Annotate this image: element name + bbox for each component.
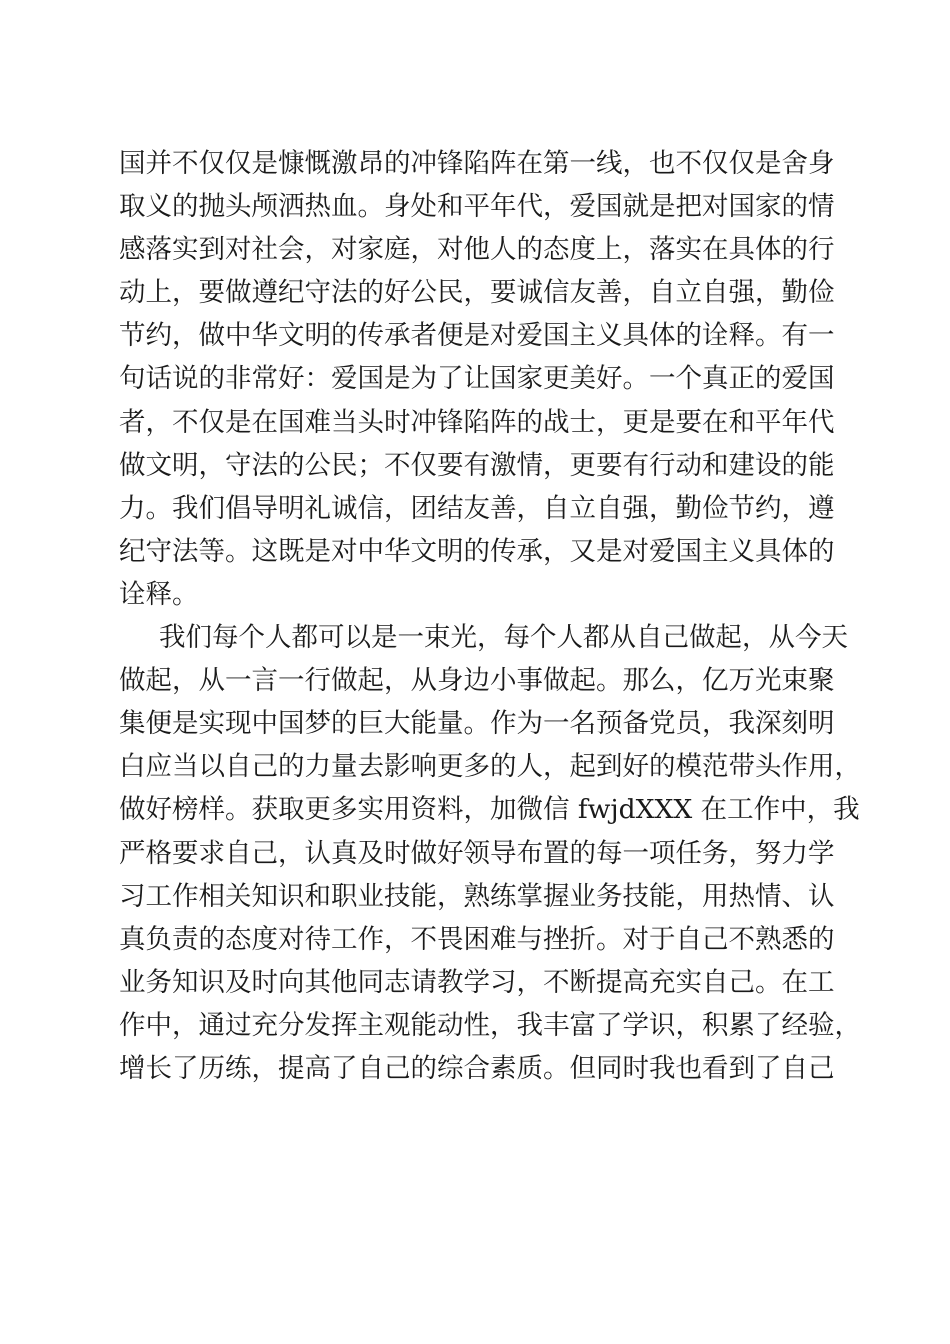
text-line: 动上，要做遵纪守法的好公民，要诚信友善，自立自强，勤俭 bbox=[119, 277, 835, 309]
text-line: 业务知识及时向其他同志请教学习，不断提高充实自己。在工 bbox=[119, 966, 835, 998]
text-line: 作中，通过充分发挥主观能动性，我丰富了学识，积累了经验， bbox=[119, 1009, 861, 1041]
text-line: 习工作相关知识和职业技能，熟练掌握业务技能，用热情、认 bbox=[119, 880, 835, 912]
text-line: 感落实到对社会，对家庭，对他人的态度上，落实在具体的行 bbox=[119, 234, 835, 266]
text-line: 句话说的非常好：爱国是为了让国家更美好。一个真正的爱国 bbox=[119, 363, 835, 395]
text-line: 节约，做中华文明的传承者便是对爱国主义具体的诠释。有一 bbox=[119, 320, 835, 352]
text-line: 纪守法等。这既是对中华文明的传承，又是对爱国主义具体的 bbox=[119, 535, 835, 567]
text-line: 诠释。 bbox=[119, 578, 199, 610]
text-line: 真负责的态度对待工作，不畏困难与挫折。对于自己不熟悉的 bbox=[119, 923, 835, 955]
text-line: 严格要求自己，认真及时做好领导布置的每一项任务，努力学 bbox=[119, 837, 835, 869]
text-line: 白应当以自己的力量去影响更多的人，起到好的模范带头作用， bbox=[119, 751, 861, 783]
paragraph-2 bbox=[119, 616, 861, 1090]
document-body bbox=[119, 142, 861, 1090]
text-line: 国并不仅仅是慷慨激昂的冲锋陷阵在第一线，也不仅仅是舍身 bbox=[119, 148, 835, 179]
text-line: 力。我们倡导明礼诚信，团结友善，自立自强，勤俭节约，遵 bbox=[119, 492, 835, 524]
text-line: 增长了历练，提高了自己的综合素质。但同时我也看到了自己 bbox=[119, 1052, 835, 1084]
text-line: 取义的抛头颅洒热血。身处和平年代，爱国就是把对国家的情 bbox=[119, 191, 835, 223]
text-line: 集便是实现中国梦的巨大能量。作为一名预备党员，我深刻明 bbox=[119, 708, 835, 740]
paragraph-1 bbox=[119, 142, 835, 616]
text-line: 者，不仅是在国难当头时冲锋陷阵的战士，更是要在和平年代 bbox=[119, 406, 835, 438]
text-line: 做好榜样。获取更多实用资料，加微信 fwjdXXX 在工作中，我 bbox=[119, 794, 860, 826]
text-line: 做起，从一言一行做起，从身边小事做起。那么，亿万光束聚 bbox=[119, 665, 835, 697]
text-line: 做文明，守法的公民；不仅要有激情，更要有行动和建设的能 bbox=[119, 449, 835, 481]
text-line: 我们每个人都可以是一束光，每个人都从自己做起，从今天 bbox=[159, 622, 848, 654]
